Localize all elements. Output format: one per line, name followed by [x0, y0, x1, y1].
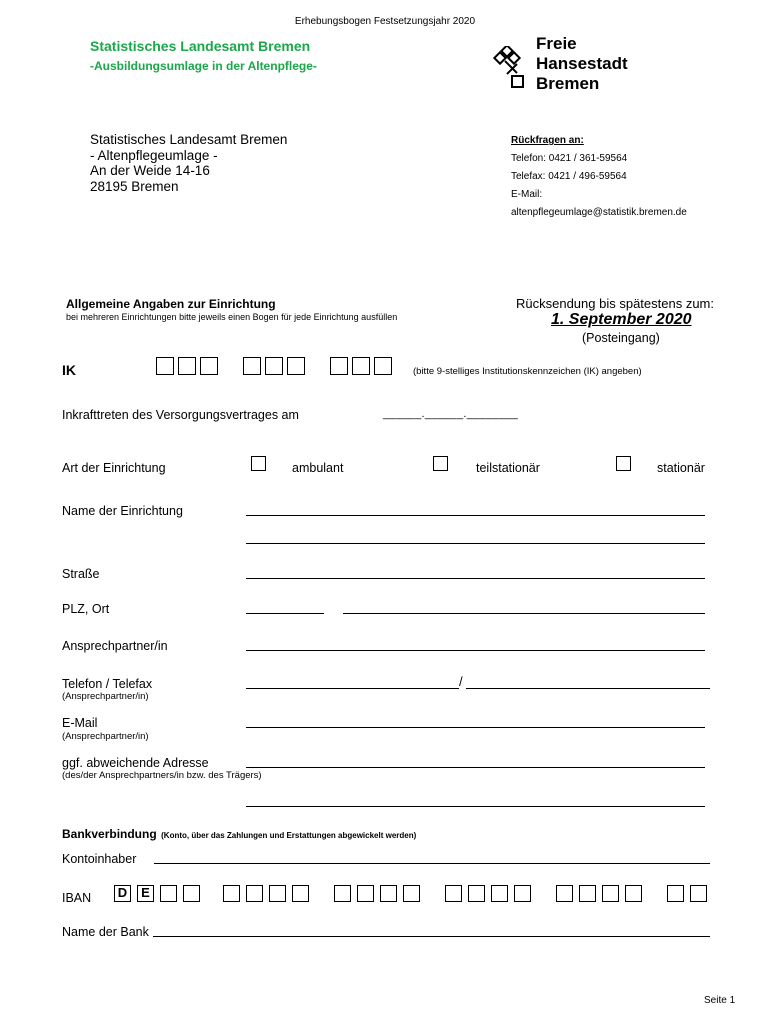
ik-digit-box[interactable] [287, 357, 305, 375]
account-holder-label: Kontoinhaber [62, 852, 137, 866]
recipient-address: Statistisches Landesamt Bremen - Altenpflegeumlage - An der Weide 14-16 28195 Bremen [90, 132, 288, 194]
page-number: Seite 1 [704, 995, 736, 1006]
iban-digit-box[interactable] [269, 885, 286, 902]
iban-digit-box[interactable] [246, 885, 263, 902]
checkbox-ambulant[interactable] [251, 456, 266, 471]
ik-digit-box[interactable] [178, 357, 196, 375]
deadline-label: Rücksendung bis spätestens zum: [516, 296, 714, 311]
state-name: Freie Hansestadt Bremen [536, 34, 628, 93]
account-holder-line[interactable] [154, 863, 710, 864]
iban-digit-box[interactable] [403, 885, 420, 902]
iban-digit-box[interactable] [667, 885, 684, 902]
option-ambulant-label: ambulant [292, 461, 344, 475]
ik-label: IK [62, 362, 76, 378]
iban-digit-box[interactable] [579, 885, 596, 902]
field-alt-address-line-2[interactable] [246, 806, 705, 807]
section-general-note: bei mehreren Einrichtungen bitte jeweils einen Bogen für jede Einrichtung ausfüllen [66, 312, 398, 322]
iban-digit-box[interactable] [514, 885, 531, 902]
bremen-key-logo-icon [491, 46, 527, 90]
field-phone-line[interactable] [246, 688, 459, 689]
phone-fax-separator: / [459, 674, 463, 689]
checkbox-teilstationaer[interactable] [433, 456, 448, 471]
ik-digit-box[interactable] [330, 357, 348, 375]
iban-country-box[interactable]: D [114, 885, 131, 902]
iban-digit-box[interactable] [690, 885, 707, 902]
deadline-date: 1. September 2020 [551, 311, 692, 328]
field-ort-line[interactable] [343, 613, 705, 614]
iban-label: IBAN [62, 891, 92, 905]
field-alt-address-line-1[interactable] [246, 767, 705, 768]
ik-digit-box[interactable] [200, 357, 218, 375]
bank-name-line[interactable] [153, 936, 710, 937]
field-fax-line[interactable] [466, 688, 710, 689]
field-alt-address-label: ggf. abweichende Adresse [62, 756, 209, 770]
field-plz-ort-label: PLZ, Ort [62, 602, 110, 616]
field-contact-person-label: Ansprechpartner/in [62, 639, 168, 653]
iban-digit-box[interactable] [380, 885, 397, 902]
iban-digit-box[interactable] [491, 885, 508, 902]
iban-digit-box[interactable] [292, 885, 309, 902]
contract-date-label: Inkrafttreten des Versorgungsvertrages am [62, 408, 299, 422]
field-street-line[interactable] [246, 578, 705, 579]
iban-digit-box[interactable] [334, 885, 351, 902]
iban-digit-box[interactable] [602, 885, 619, 902]
field-alt-address-sublabel: (des/der Ansprechpartners/in bzw. des Trägers) [62, 770, 262, 781]
field-name-line-2[interactable] [246, 543, 705, 544]
survey-subject: -Ausbildungsumlage in der Altenpflege- [90, 59, 317, 73]
ik-digit-box[interactable] [243, 357, 261, 375]
field-phone-fax-sublabel: (Ansprechpartner/in) [62, 691, 149, 702]
contract-date-field[interactable]: ______.______.________ [383, 408, 519, 420]
contact-block: Rückfragen an: Telefon: 0421 / 361-59564 Telefax: 0421 / 496-59564 E-Mail: altenpflegeumlage@statistik.bremen.de [511, 135, 687, 218]
form-title: Erhebungsbogen Festsetzungsjahr 2020 [294, 16, 476, 27]
iban-digit-box[interactable] [223, 885, 240, 902]
field-contact-person-line[interactable] [246, 650, 705, 651]
field-plz-line[interactable] [246, 613, 324, 614]
bank-heading: Bankverbindung (Konto, über das Zahlungen und Erstattungen abgewickelt werden) [62, 827, 417, 841]
section-general-heading: Allgemeine Angaben zur Einrichtung [66, 297, 276, 311]
field-phone-fax-label: Telefon / Telefax [62, 677, 153, 691]
iban-digit-box[interactable] [556, 885, 573, 902]
ik-hint: (bitte 9-stelliges Institutionskennzeichen (IK) angeben) [413, 366, 642, 377]
ik-digit-box[interactable] [374, 357, 392, 375]
office-name: Statistisches Landesamt Bremen [90, 38, 311, 54]
deadline-note: (Posteingang) [582, 331, 660, 345]
iban-digit-box[interactable] [625, 885, 642, 902]
option-stationaer-label: stationär [657, 461, 705, 475]
iban-digit-box[interactable] [160, 885, 177, 902]
option-teilstationaer-label: teilstationär [476, 461, 540, 475]
ik-digit-box[interactable] [156, 357, 174, 375]
field-email-label: E-Mail [62, 716, 98, 730]
field-name-label: Name der Einrichtung [62, 504, 183, 518]
iban-digit-box[interactable] [445, 885, 462, 902]
ik-digit-box[interactable] [352, 357, 370, 375]
field-email-sublabel: (Ansprechpartner/in) [62, 731, 149, 742]
field-street-label: Straße [62, 567, 100, 581]
iban-digit-box[interactable] [468, 885, 485, 902]
checkbox-stationaer[interactable] [616, 456, 631, 471]
ik-digit-box[interactable] [265, 357, 283, 375]
iban-digit-box[interactable] [183, 885, 200, 902]
field-name-line-1[interactable] [246, 515, 705, 516]
facility-type-label: Art der Einrichtung [62, 461, 166, 475]
bank-name-label: Name der Bank [62, 925, 149, 939]
field-email-line[interactable] [246, 727, 705, 728]
iban-digit-box[interactable] [357, 885, 374, 902]
iban-country-box[interactable]: E [137, 885, 154, 902]
